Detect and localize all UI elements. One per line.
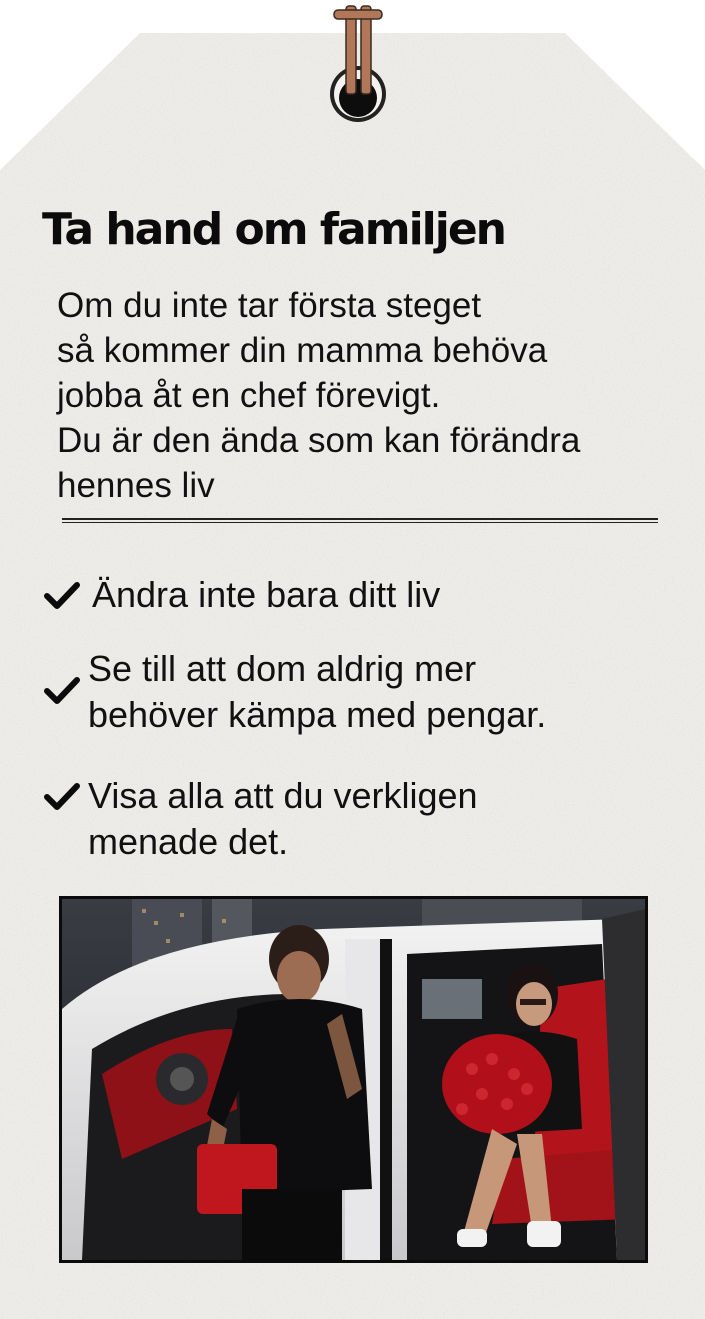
tag-title: Ta hand om familjen: [42, 204, 505, 255]
divider: [62, 518, 658, 523]
intro-line: så kommer din mamma behöva: [57, 331, 548, 370]
checklist-item-line: Ändra inte bara ditt liv: [92, 574, 441, 615]
check-icon: [44, 675, 80, 705]
check-icon: [44, 781, 80, 811]
check-icon: [44, 580, 80, 610]
intro-line: Om du inte tar första steget: [57, 286, 482, 325]
checklist-item: [92, 572, 440, 618]
checklist-item-line: behöver kämpa med pengar.: [88, 694, 547, 735]
checklist-item: [88, 646, 546, 738]
intro-line: jobba åt en chef förevigt.: [57, 376, 441, 415]
tag-string-icon: [0, 0, 705, 130]
car-scene-illustration: [62, 899, 645, 1260]
checklist-item: [88, 773, 478, 865]
intro-line: hennes liv: [57, 466, 215, 505]
intro-line: Du är den ända som kan förändra: [57, 421, 581, 460]
intro-text: [57, 283, 697, 508]
checklist-item-line: Visa alla att du verkligen: [88, 775, 478, 816]
couple-in-car-photo: [59, 896, 648, 1263]
checklist-item-line: menade det.: [88, 821, 289, 862]
checklist-item-line: Se till att dom aldrig mer: [88, 648, 477, 689]
